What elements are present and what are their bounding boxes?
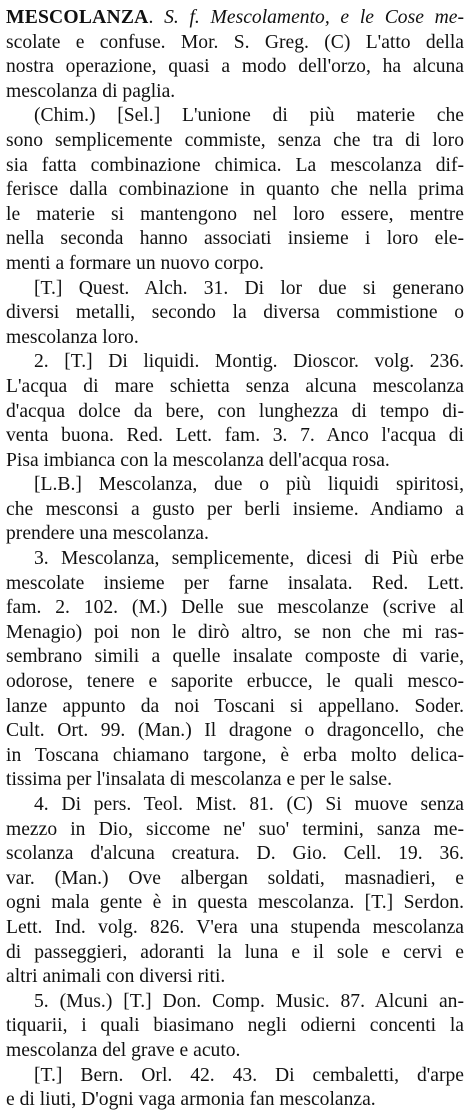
entry-line: scolanza d'alcuna creatura. D. Gio. Cell. 19. 36. xyxy=(6,843,464,865)
entry-line: 2. [T.] Di liquidi. Montig. Dioscor. volg. 236. xyxy=(34,351,464,373)
entry-line: lanze appunto da noi Toscani si appellano. Soder. xyxy=(6,695,464,717)
entry-line: mezzo in Dio, siccome ne' suo' termini, sanza me- xyxy=(6,818,464,840)
entry-line: diversi metalli, secondo la diversa commistione o xyxy=(6,302,464,324)
entry-line: odorose, tenere e saporite erbucce, le quali mesco- xyxy=(6,671,464,693)
entry-line: MESCOLANZA. S. f. Mescolamento, e le Cose me- xyxy=(6,7,464,28)
entry-definition: S. f. Mescolamento, e le Cose me- xyxy=(164,7,464,28)
entry-line: sia fatta combinazione chimica. La mescolanza dif- xyxy=(6,154,464,176)
entry-line: sono semplicemente commiste, senza che tra di loro xyxy=(6,129,464,151)
entry-line: [T.] Quest. Alch. 31. Di lor due si generano xyxy=(34,277,464,299)
entry-line: mescolate insieme per farne insalata. Red. Lett. xyxy=(6,572,464,594)
entry-line: prendere una mescolanza. xyxy=(6,523,209,545)
entry-line: ogni mala gente è in questa mescolanza. [T.] Serdon. xyxy=(6,892,464,914)
entry-line: Menagio) poi non le dirò altro, se non che mi ras- xyxy=(6,621,464,643)
entry-line: fam. 2. 102. (M.) Delle sue mescolanze (scrive al xyxy=(6,597,464,619)
entry-line: L'acqua di mare schietta senza alcuna mescolanza xyxy=(6,375,464,397)
entry-line: 3. Mescolanza, semplicemente, dicesi di Più erbe xyxy=(34,548,464,570)
entry-line: le materie si mantengono nel loro essere, mentre xyxy=(6,203,464,225)
entry-line: mescolanza loro. xyxy=(6,326,139,348)
entry-line: nostra operazione, quasi a modo dell'orzo, ha alcuna xyxy=(6,56,464,78)
entry-line: mescolanza del grave e acuto. xyxy=(6,1039,241,1061)
entry-line: menti a formare un nuovo corpo. xyxy=(6,252,264,274)
entry-line: Pisa imbianca con la mescolanza dell'acqua rosa. xyxy=(6,449,390,471)
entry-line: 5. (Mus.) [T.] Don. Comp. Music. 87. Alcuni an- xyxy=(34,990,464,1012)
entry-line: sembrano simili a quelle insalate composte di varie, xyxy=(6,646,464,668)
entry-line: (Chim.) [Sel.] L'unione di più materie che xyxy=(34,105,464,127)
entry-line: di passeggieri, adoranti la luna e il sole e cervi e xyxy=(6,941,464,963)
entry-line: 4. Di pers. Teol. Mist. 81. (C) Si muove senza xyxy=(34,794,464,815)
entry-line: tissima per l'insalata di mescolanza e per le salse. xyxy=(6,769,393,791)
entry-line: in Toscana chiamano targone, è erba molto delica- xyxy=(6,744,464,766)
entry-line: var. (Man.) Ove albergan soldati, masnadieri, e xyxy=(6,867,464,889)
entry-line: che mesconsi a gusto per berli insieme. Andiamo a xyxy=(6,498,464,520)
entry-line: mescolanza di paglia. xyxy=(6,80,176,102)
entry-line: tiquarii, i quali biasimano negli odierni concenti la xyxy=(6,1015,464,1037)
entry-line: nella seconda hanno associati insieme i loro ele- xyxy=(6,228,464,250)
entry-line: ferisce dalla combinazione in quanto che nella prima xyxy=(6,179,464,201)
entry-line: altri animali con diversi riti. xyxy=(6,966,226,988)
entry-line: d'acqua dolce da bere, con lunghezza di tempo di- xyxy=(6,400,464,422)
entry-line: e di liuti, D'ogni vaga armonia fan mescolanza. xyxy=(6,1089,376,1111)
entry-line: venta buona. Red. Lett. fam. 3. 7. Anco l'acqua di xyxy=(6,425,464,447)
entry-line: Cult. Ort. 99. (Man.) Il dragone o dragoncello, che xyxy=(6,720,464,742)
entry-line: scolate e confuse. Mor. S. Greg. (C) L'atto della xyxy=(6,31,464,53)
entry-line: [L.B.] Mescolanza, due o più liquidi spiritosi, xyxy=(34,474,464,496)
entry-line: [T.] Bern. Orl. 42. 43. Di cembaletti, d'arpe xyxy=(34,1064,464,1086)
headword: MESCOLANZA xyxy=(6,7,149,28)
entry-line: Lett. Ind. volg. 826. V'era una stupenda mescolanza xyxy=(6,916,464,938)
